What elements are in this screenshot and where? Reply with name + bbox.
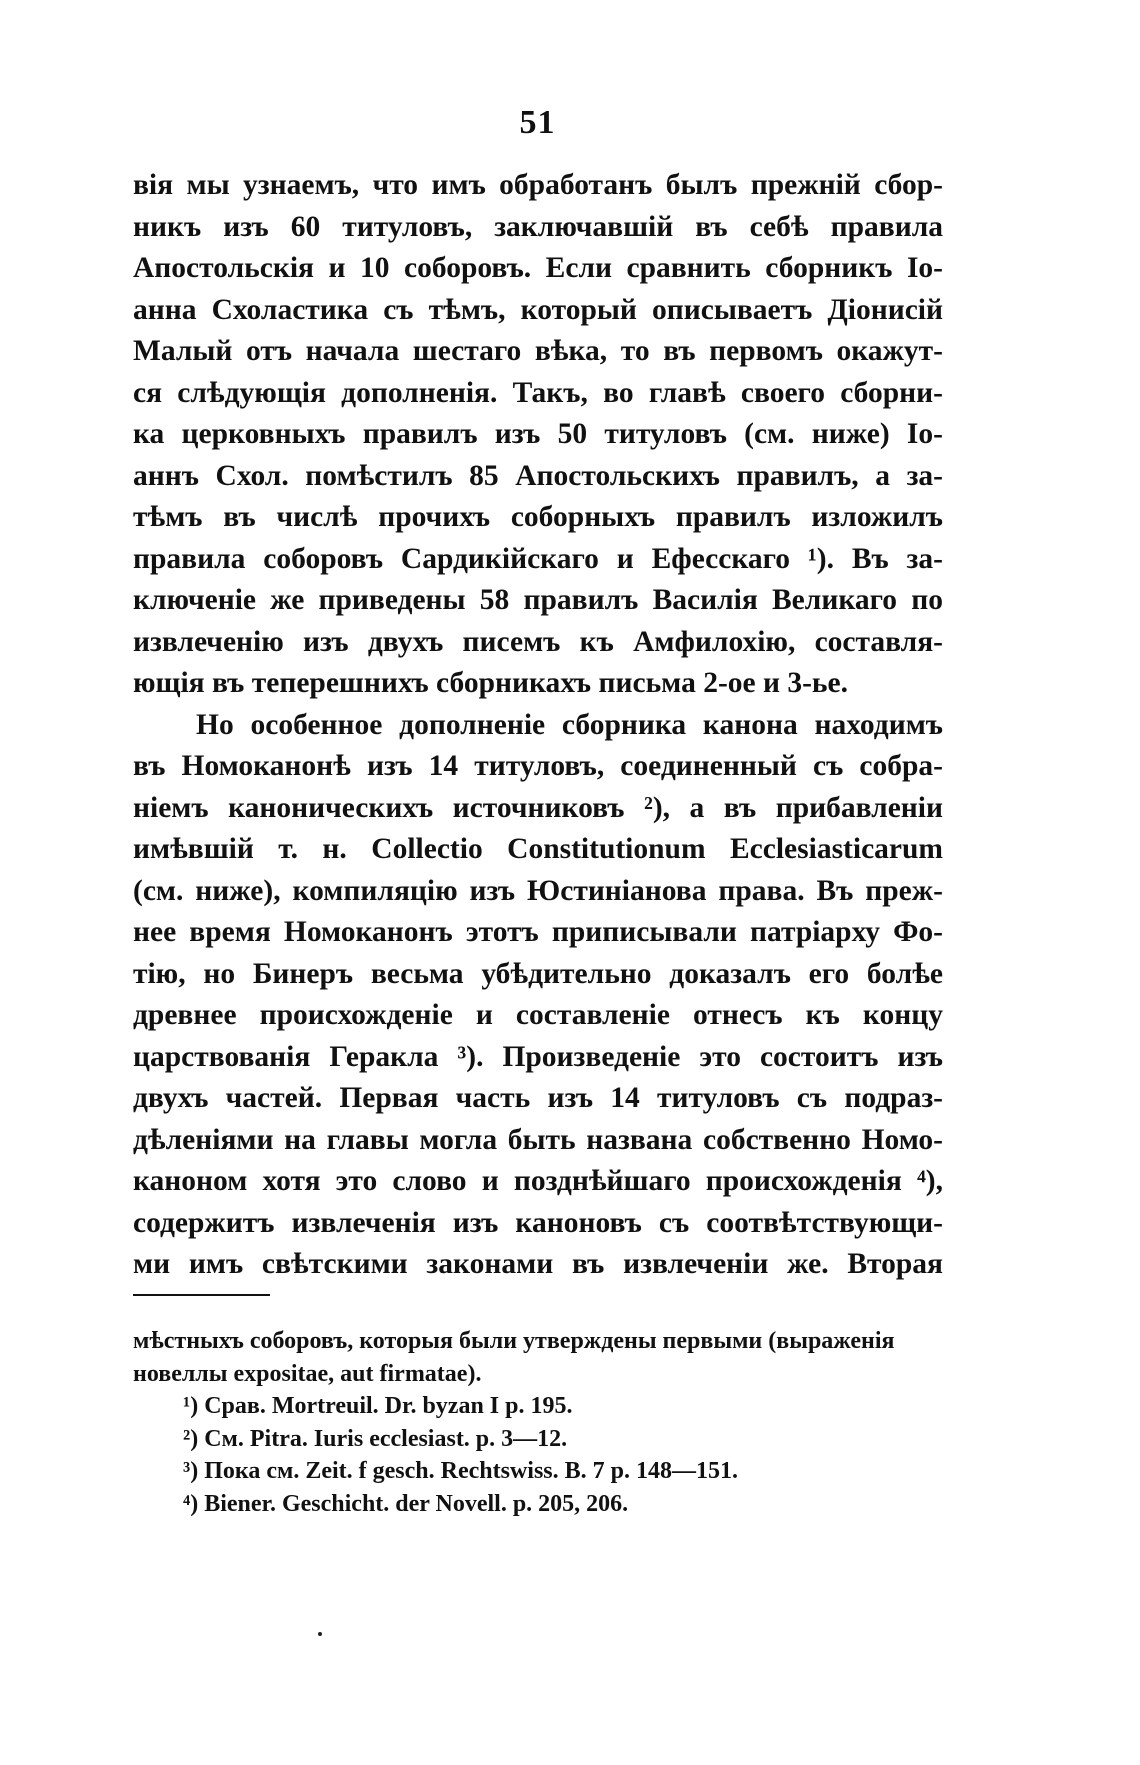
footnote-line: мѣстныхъ соборовъ, которыя были утверждены первыми (выраженія bbox=[133, 1328, 895, 1354]
body-line: въ Номоканонѣ изъ 14 титуловъ, соединенный съ собра- bbox=[133, 750, 943, 782]
body-line: царствованія Геракла ³). Произведеніе это состоитъ изъ bbox=[133, 1040, 943, 1073]
print-speck bbox=[318, 1632, 322, 1636]
footnote-3: ³) Пока см. Zeit. f gesch. Rechtswiss. B. 7 p. 148—151. bbox=[183, 1458, 738, 1484]
body-line: ми имъ свѣтскими законами въ извлеченіи же. Вторая bbox=[133, 1248, 943, 1280]
body-line: Но особенное дополненіе сборника канона находимъ bbox=[196, 708, 943, 741]
body-line: двухъ частей. Первая часть изъ 14 титуловъ съ подраз- bbox=[133, 1082, 943, 1114]
body-line: тію, но Бинеръ весьма убѣдительно доказалъ его болѣе bbox=[133, 957, 943, 990]
body-line: тѣмъ въ числѣ прочихъ соборныхъ правилъ изложилъ bbox=[133, 501, 943, 533]
footnote-divider bbox=[133, 1294, 270, 1296]
footnote-line: новеллы expositae, aut firmatae). bbox=[133, 1360, 482, 1387]
body-line: (см. ниже), компиляцію изъ Юстиніанова права. Въ преж- bbox=[133, 874, 943, 907]
body-line: вія мы узнаемъ, что имъ обработанъ былъ прежній сбор- bbox=[133, 169, 943, 201]
body-line: содержитъ извлеченія изъ каноновъ съ соотвѣтствующи- bbox=[133, 1206, 943, 1239]
body-line: ся слѣдующія дополненія. Такъ, во главѣ своего сборни- bbox=[133, 376, 943, 409]
footnote-4: ⁴) Biener. Geschicht. der Novell. p. 205, 206. bbox=[183, 1490, 629, 1517]
footnotes bbox=[133, 1325, 943, 1520]
body-line: древнее происхожденіе и составленіе отнесъ къ концу bbox=[133, 999, 943, 1031]
body-line: извлеченію изъ двухъ писемъ къ Амфилохію, составля- bbox=[133, 625, 943, 658]
body-line: ющія въ теперешнихъ сборникахъ письма 2-ое и 3-ье. bbox=[133, 667, 849, 699]
footnote-1: ¹) Срав. Mortreuil. Dr. byzan I p. 195. bbox=[183, 1393, 573, 1419]
body-line: аннъ Схол. помѣстилъ 85 Апостольскихъ правилъ, а за- bbox=[133, 459, 943, 492]
body-line: Малый отъ начала шестаго вѣка, то въ первомъ окажут- bbox=[133, 335, 943, 367]
body-line: никъ изъ 60 титуловъ, заключавшій въ себѣ правила bbox=[133, 210, 943, 243]
body-line: ключеніе же приведены 58 правилъ Василія Великаго по bbox=[133, 584, 943, 616]
body-line: каноном хотя это слово и позднѣйшаго происхожденія ⁴), bbox=[133, 1165, 943, 1197]
body-text bbox=[133, 165, 943, 1286]
footnote-2: ²) См. Pitra. Iuris ecclesiast. p. 3—12. bbox=[183, 1425, 568, 1452]
body-line: нее время Номоканонъ этотъ приписывали патріарху Фо- bbox=[133, 916, 943, 948]
body-line: ка церковныхъ правилъ изъ 50 титуловъ (см. ниже) Іо- bbox=[133, 418, 943, 450]
body-line: ніемъ каноническихъ источниковъ ²), а въ прибавленіи bbox=[133, 791, 943, 824]
body-line: анна Схоластика съ тѣмъ, который описываетъ Діонисій bbox=[133, 293, 943, 326]
body-line: дѣленіями на главы могла быть названа собственно Номо- bbox=[133, 1123, 943, 1156]
body-line: Апостольскія и 10 соборовъ. Если сравнить сборникъ Іо- bbox=[133, 252, 943, 284]
body-line: правила соборовъ Сардикійскаго и Ефесскаго ¹). Въ за- bbox=[133, 542, 943, 575]
page-number: 51 bbox=[519, 104, 556, 141]
body-line: имѣвшій т. н. Collectio Constitutionum Ecclesiasticarum bbox=[133, 833, 943, 865]
